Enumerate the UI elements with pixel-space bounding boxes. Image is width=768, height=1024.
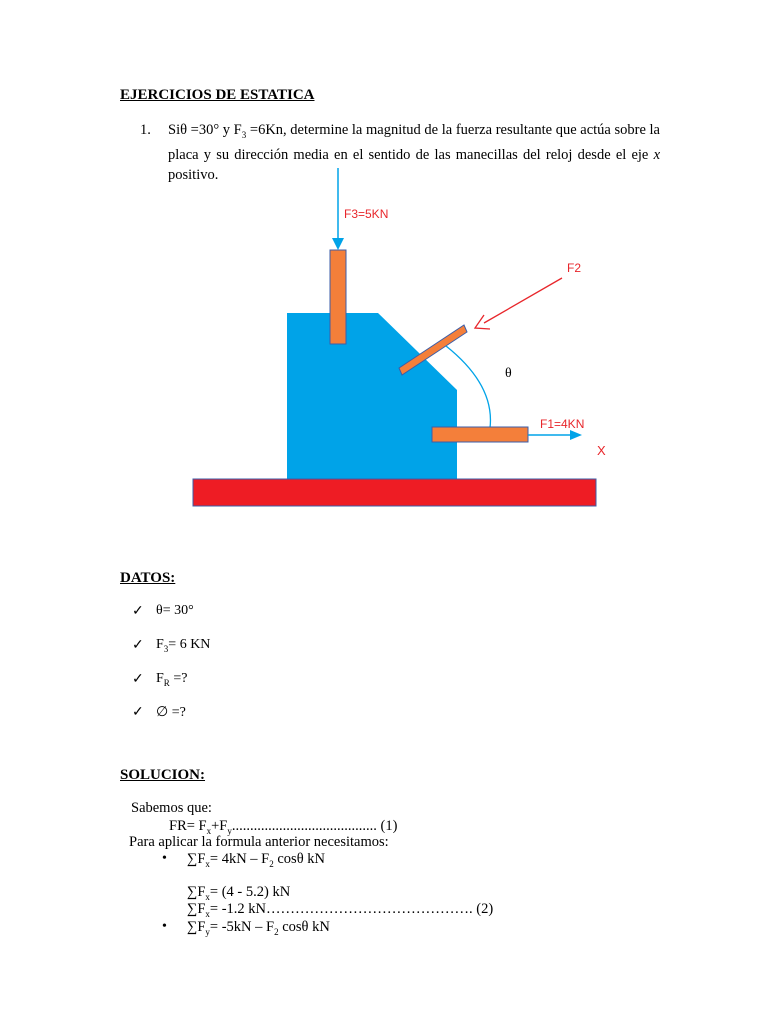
- page-title: EJERCICIOS DE ESTATICA: [120, 87, 315, 103]
- sabemos-text: Sabemos que:: [131, 800, 212, 816]
- datos-item: $F_3= 6$ KN: [156, 637, 211, 654]
- arrow-f2: [484, 278, 562, 323]
- problem-text: Siθ =30° y $F_3 =6Kn$, determine la magnitud de la fuerza resultante que actúa sobre la placa y su dirección media en el sentido de las manecillas del reloj desde el eje x positivo.: [168, 122, 660, 183]
- bullet-icon: •: [162, 919, 167, 934]
- solucion-heading: SOLUCION:: [120, 767, 206, 783]
- label-f2: F2: [567, 261, 582, 275]
- sum-fx-3: $\sum F_x= -1.2$ kN……………………………………. (2): [187, 901, 494, 919]
- check-icon: ✓: [132, 604, 144, 619]
- label-f1: F1=4KN: [540, 417, 585, 431]
- datos-item: θ= 30°: [156, 603, 194, 618]
- label-theta: θ: [505, 366, 512, 381]
- datos-item: ∅ =?: [156, 705, 186, 720]
- arrow-f2-head: [475, 315, 490, 329]
- bullet-icon: •: [162, 851, 167, 866]
- equation-1: $FR= F_x+F_y$........................................ (1): [169, 818, 398, 836]
- check-icon: ✓: [132, 638, 144, 653]
- datos-item: $F_R$ =?: [156, 671, 188, 688]
- bar-f1: [432, 427, 528, 442]
- sum-fx-2: $\sum F_x= (4 - 5.2)$ kN: [187, 884, 291, 902]
- sum-fx-1: $\sum F_x= 4kN - F_2$ cosθ kN: [187, 851, 325, 869]
- bar-f3: [330, 250, 346, 344]
- label-f3: F3=5KN: [344, 207, 389, 221]
- check-icon: ✓: [132, 705, 144, 720]
- problem-number: 1.: [140, 122, 151, 138]
- plate-block: [287, 313, 457, 480]
- sum-fy: $\sum F_y= -5kN - F_2$ cosθ kN: [187, 919, 330, 937]
- check-icon: ✓: [132, 672, 144, 687]
- floor: [193, 479, 596, 506]
- para-text: Para aplicar la formula anterior necesitamos:: [129, 834, 389, 850]
- arrow-f1-head: [570, 430, 582, 440]
- label-x-axis: X: [597, 443, 606, 458]
- arrow-f3-head: [332, 238, 344, 250]
- datos-heading: DATOS:: [120, 570, 176, 586]
